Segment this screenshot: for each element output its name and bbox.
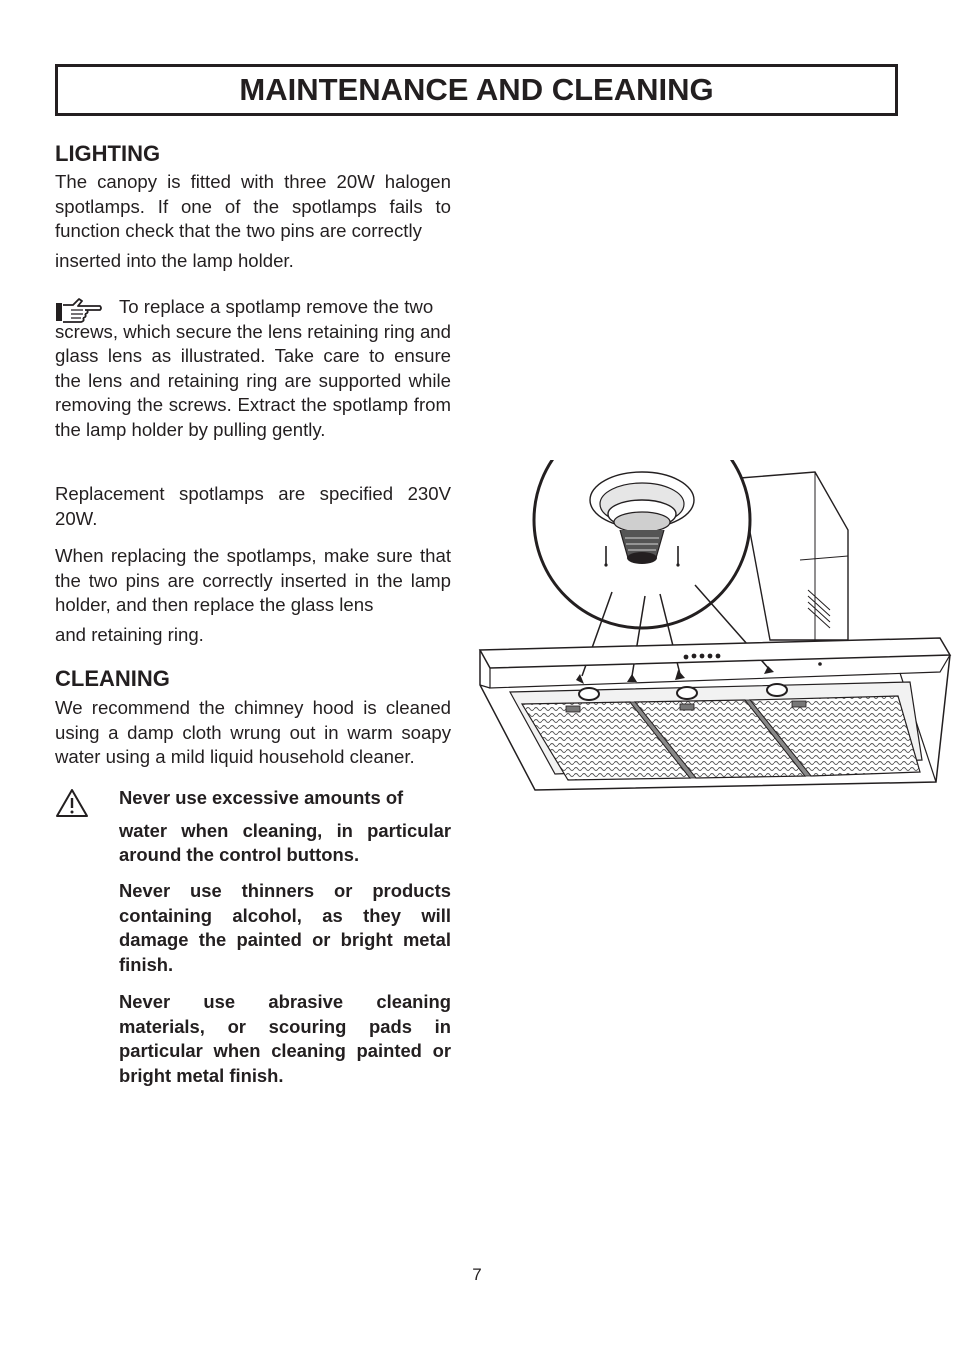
- replacing-text-end: and retaining ring.: [55, 623, 204, 645]
- replacement-spec: [55, 482, 451, 531]
- page-title: MAINTENANCE AND CLEANING: [239, 72, 714, 107]
- warning-abrasives-text: Never use abrasive cleaning materials, or scouring pads in particular when cleaning painted or bright metal finish.: [119, 991, 451, 1086]
- warning-water-line: Never use excessive amounts of: [119, 787, 404, 808]
- cleaning-intro-text: We recommend the chimney hood is cleaned using a damp cloth wrung out in warm soapy water using a mild liquid household cleaner.: [55, 697, 451, 768]
- lighting-intro: [55, 170, 451, 273]
- lighting-note: [55, 295, 451, 443]
- cleaning-intro: [55, 696, 451, 770]
- warning-triangle-icon: [55, 788, 89, 818]
- replacing-text: When replacing the spotlamps, make sure that the two pins are correctly inserted in the lamp holder, and then replace the glass lens: [55, 545, 451, 616]
- cooker-hood-illustration: [470, 460, 954, 800]
- lighting-intro-text: The canopy is fitted with three 20W halogen spotlamps. If one of the spotlamps fails to function check that the two pins are correctly: [55, 171, 451, 242]
- warning-thinners-text: Never use thinners or products containing alcohol, as they will damage the painted or bright metal finish.: [119, 880, 451, 975]
- page-number: 7: [472, 1265, 482, 1284]
- replacement-text: Replacement spotlamps are specified 230V 20W.: [55, 483, 451, 529]
- warning-water-text: water when cleaning, in particular around the control buttons.: [119, 819, 451, 865]
- lighting-intro-text-end: inserted into the lamp holder.: [55, 249, 294, 271]
- warning-water: [119, 786, 451, 868]
- lighting-heading: LIGHTING: [55, 141, 161, 166]
- note-text-start: To replace a spotlamp remove the two: [119, 296, 434, 317]
- title-box: [55, 64, 898, 116]
- warning-abrasives: [119, 990, 451, 1088]
- warning-thinners: [119, 879, 451, 977]
- cleaning-heading: CLEANING: [55, 666, 170, 691]
- note-text: screws, which secure the lens retaining ring and glass lens as illustrated. Take care to ensure the lens and retaining ring are supported while removing the screws. Extract the spotlamp from the lamp holder by pulling gently.: [55, 320, 451, 440]
- replacing-instructions: [55, 544, 451, 647]
